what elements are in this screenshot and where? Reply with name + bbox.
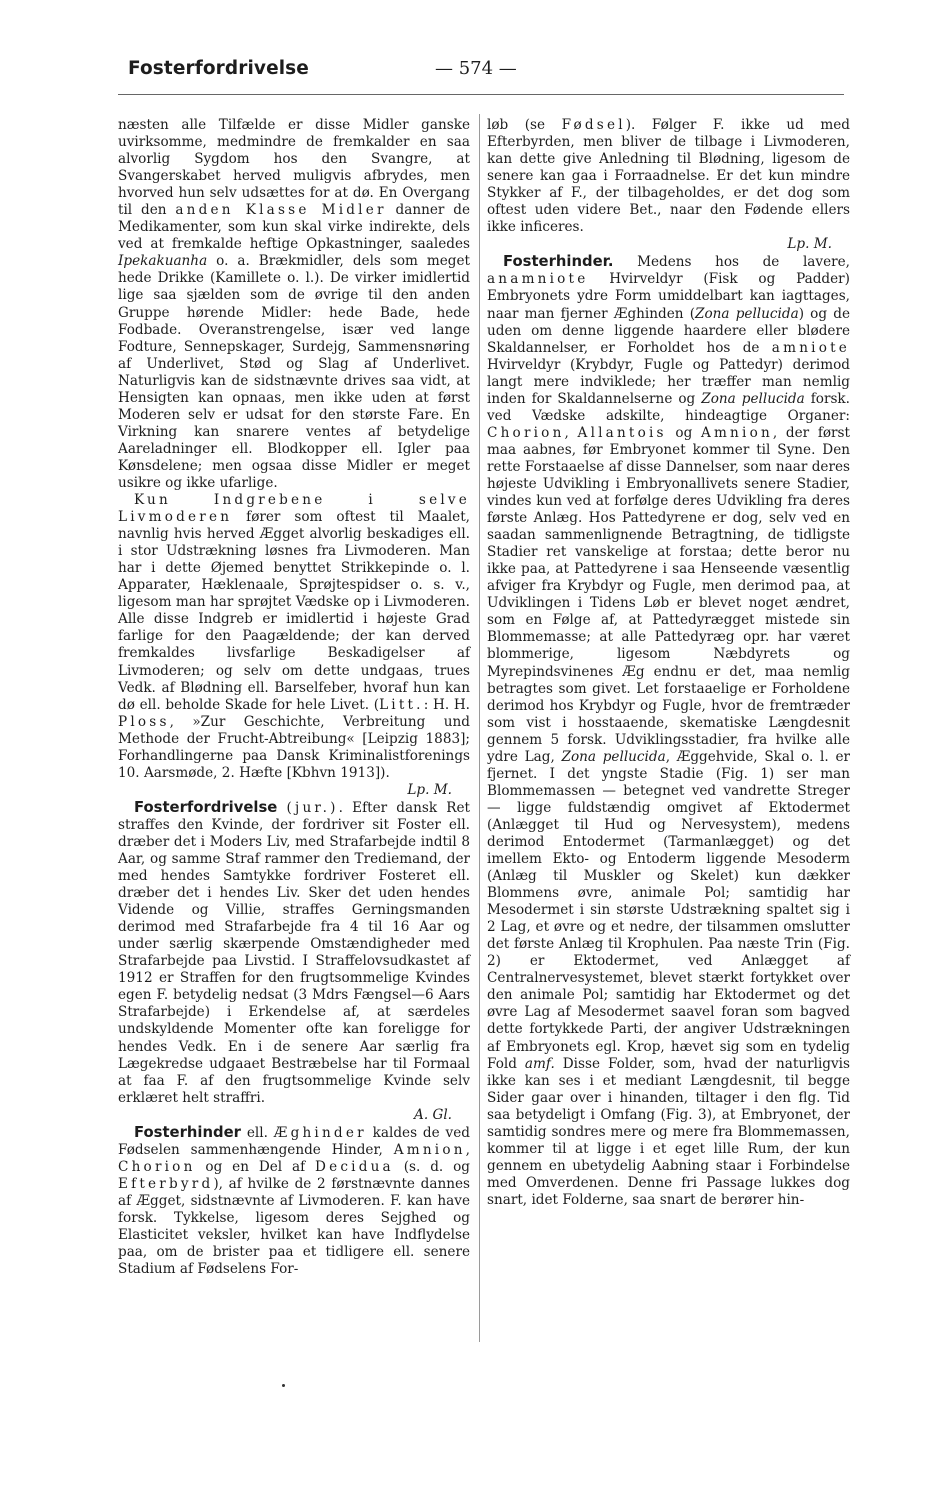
spaced-term: Chorion xyxy=(118,1158,196,1175)
spaced-term: Efterbyrd xyxy=(118,1175,214,1192)
italic-term: amf. xyxy=(524,1055,555,1072)
spaced-term: Amnion xyxy=(393,1141,466,1158)
author-signature: Lp. M. xyxy=(407,781,452,798)
entry-fosterhinder-zoologi: Fosterhinder. Medens hos de lavere, anamniote Hvirveldyr (Fisk og Padder) Embryonets ydre Form umiddelbart kan iagttages, naar man fjerner Æghinden (Zona pellucida) og de uden om denne liggende haardere eller blødere Skaldannelser, er Forholdet hos de amniote Hvirveldyr (Krybdyr, Fugle og Pattedyr) derimod langt mere indviklede; her træffer man nemlig inden for Skaldannelserne og Zona pellucida forsk. ved Vædske adskilte, hindeagtige Organer: Chorion, Allantois og Amnion, der først maa aabnes, før Embryonet kommer til Syne. Den rette Forstaaelse af disse Dannelser, som naar deres højeste Udvikling i Embryonallivets senere Stadier, vindes kun ved at forfølge deres Udvikling fra deres første Anlæg. Hos Pattedyrene er dog, selv ved en saadan sammenlignende Betragtning, de tidligste Stadier ret vanskelige at forstaa; dette beror nu ikke paa, at Pattedyrene i saa Henseende væsentlig afviger fra Krybdyr og Fugle, men derimod paa, at Udviklingen i Tidens Løb er blevet noget ændret, som en Følge af, at Pattedyrægget mistede sin Blommemasse; at alle Pattedyræg opr. har været blommerige, ligesom Næbdyrets og Myrepindsvinenes Æg endnu er det, maa nemlig betragtes som givet. Let forstaaelige er Forholdene derimod hos Krybdyr og Fugle, hvor de fremtræder som vist i hosstaaende, skematiske Længdesnit gennem 5 forsk. Udviklingsstadier, fra hvilke alle ydre Lag, Zona pellucida, Æggehvide, Skal o. l. er fjernet. I det yngste Stadie (Fig. 1) ser man Blommemassen — betegnet ved vandrette Streger — ligge fuldstændig omgivet af Ektodermet (Anlægget til Hud og Nervesystem), medens derimod Entodermet (Tarmanlægget) og det imellem Ekto- og Entoderm liggende Mesoderm (Anlæg til Muskler og Skelet) kun dækker Blommens øvre, animale Pol; samtidig har Mesodermet i sin største Udstrækning spaltet sig i 2 Lag, et øvre og et nedre, der tilsammen omslutter det første Anlæg til Krophulen. Paa næste Trin (Fig. 2) er Ektodermet, ved Anlægget af Centralnervesystemet, blevet stærkt fortykket over den animale Pol; samtidig har Ektodermet og det øvre Lag af Mesodermet saavel foran som bagved dette fortykkede Parti, der angiver Udstrækningen af Embryonets egl. Krop, hævet sig som en tydelig Fold amf. Disse Folder, som, hvad der naturligvis ikke kan ses i et mediant Længdesnit, til begge Sider gaar over i hinanden, tiltager i den flg. Tid saa betydeligt i Omfang (Fig. 3), at Embryonet, der samtidig sondres mere og mere fra Blommemassen, kommer til at ligge i et eget lille Rum, der kun gennem en ubetydelig Aabning staar i Forbindelse med Omverdenen. Denne fri Passage lukkes dog snart, idet Folderne, saa snart de berører hin- xyxy=(487,253,851,1208)
spaced-term: anden Klasse Midler xyxy=(175,202,387,219)
spaced-term: Litt. xyxy=(379,696,424,713)
right-column xyxy=(487,117,850,1209)
italic-term: Zona pellucida xyxy=(695,305,799,322)
spaced-term: amniote xyxy=(771,339,850,356)
italic-term: Zona pellucida xyxy=(701,390,805,407)
entry-headword: Fosterhinder. xyxy=(503,253,614,271)
spaced-term: Decidua xyxy=(315,1158,394,1175)
page-number: — 574 — xyxy=(435,58,517,79)
entry-fosterfordrivelse-jur: Fosterfordrivelse (jur.). Efter dansk Ret straffes den Kvinde, der fordriver sit Foster ell. dræber det i Moders Liv, med Strafarbejde indtil 8 Aar, og samme Straf rammer den Trediemand, der med hendes Samtykke fordriver Fosteret ell. dræber det i hendes Liv. Sker det uden hendes Vidende og Villie, straffes Gerningsmanden derimod med Strafarbejde fra 4 til 16 Aar og under særlig skærpende Omstændigheder med Strafarbejde paa Livstid. I Straffelovsudkastet af 1912 er Straffen for den frugtsommelige Kvindes egen F. betydelig nedsat (3 Mdrs Fængsel—6 Aars Strafarbejde) i Erkendelse af, at særdeles undskyldende Momenter ofte kan foreligge for hendes Vedk. En i de senere Aar særlig fra Lægekredse udgaaet Bestræbelse har til Formaal at faa F. af den frugtsommelige Kvinde selv erklæret helt straffri. xyxy=(118,798,470,1106)
spaced-term: Allantois xyxy=(577,424,667,441)
column-divider xyxy=(479,114,480,1342)
author-signature: A. Gl. xyxy=(414,1106,452,1123)
spaced-term: Amnion xyxy=(700,424,773,441)
paragraph-foedsel: løb (se Fødsel). Følger F. ikke ud med Efterbyrden, men bliver de tilbage i Livmoderen, kan dette give Anledning til Blødning, ligesom de senere kan gaa i Forraadnelse. Er det kun mindre Stykker af F., der tilbageholdes, er det dog som oftest uden videre Bet., naar den Fødende ellers ikke inficeres. xyxy=(487,117,850,236)
spaced-term: Chorion xyxy=(487,424,565,441)
spaced-term: (jur.) xyxy=(286,799,339,816)
running-title: Fosterfordrivelse xyxy=(128,58,309,79)
entry-fosterhinder: Fosterhinder ell. Æghinder kaldes de ved Fødselen sammenhængende Hinder, Amnion, Chorion og en Del af Decidua (s. d. og Efterbyrd), af hvilke de 2 førstnævnte dannes af Ægget, sidstnævnte af Livmoderen. F. kan have forsk. Tykkelse, ligesom deres Sejghed og Elasticitet veksler, hvilket kan have Indflydelse paa, om de brister paa et tidligere ell. senere Stadium af Fødselens For- xyxy=(118,1123,470,1278)
entry-headword: Fosterfordrivelse xyxy=(134,798,278,816)
paragraph-midler: næsten alle Tilfælde er disse Midler ganske uvirksomme, medmindre de fremkalder en saa alvorlig Sygdom hos den Svangre, at Svangerskabet herved muligvis afbrydes, men hvorved hun selv udsættes for at dø. En Overgang til den anden Klasse Midler danner de Medikamenter, som kun skal virke indirekte, dels ved at fremkalde heftige Opkastninger, saaledes Ipekakuanha o. a. Brækmidler, dels som meget hede Drikke (Kamillete o. l.). De virker imidlertid lige saa sjælden som de øvrige til den anden Gruppe hørende Midler: hede Bade, hede Fodbade. Overanstrengelse, især ved lange Fodture, Sennepskager, Surdejg, Sammensnøring af Underlivet, Stød og Slag af Underlivet. Naturligvis kan de sidstnævnte drives saa vidt, at Hensigten kan opnaas, men ikke uden at først Moderen selv er udsat for den største Fare. En Virkning kan snarere ventes af betydelige Aareladninger ell. Blodkopper ell. Igler paa Kønsdelene; men ogsaa disse Midler er meget usikre og ikke ufarlige. xyxy=(118,117,470,491)
spaced-term: Fødsel xyxy=(561,117,626,133)
spaced-term: anamniote xyxy=(487,271,589,288)
italic-term: Ipekakuanha xyxy=(118,253,208,270)
entry-headword: Fosterhinder xyxy=(134,1123,241,1141)
spaced-term: Kun Indgrebene i selve Livmoderen xyxy=(118,492,470,526)
author-signature: Lp. M. xyxy=(787,236,832,253)
left-column xyxy=(118,117,470,1278)
print-speck xyxy=(282,1384,285,1387)
italic-term: Zona pellucida xyxy=(561,748,666,765)
paragraph-indgreb: Kun Indgrebene i selve Livmoderen fører som oftest til Maalet, navnlig hvis herved Ægget alvorlig beskadiges ell. i stor Udstrækning løsnes fra Livmoderen. Man har i dette Øjemed benyttet Strikkepinde o. l. Apparater, Hæklenaale, Sprøjtespidser o. s. v., ligesom man har sprøjtet Vædske op i Livmoderen. Alle disse Indgreb er imidlertid i højeste Grad farlige for den Paagældende; der kan derved fremkaldes livsfarlige Beskadigelser af Livmoderen; og selv om dette undgaas, trues Vedk. af Blødning ell. Barselfeber, hvoraf hun kan dø ell. beholde Skade for hele Livet. (Litt.: H. H. Ploss, »Zur Geschichte, Verbreitung und Methode der Frucht-Abtreibung« [Leipzig 1883]; Forhandlingerne paa Dansk Kriminalistforenings 10. Aarsmøde, 2. Hæfte [Kbhvn 1913]). xyxy=(118,492,471,781)
page-header xyxy=(128,58,828,90)
spaced-term: Ploss xyxy=(118,713,170,730)
spaced-term: Æghinder xyxy=(273,1124,367,1141)
header-rule xyxy=(118,94,844,95)
